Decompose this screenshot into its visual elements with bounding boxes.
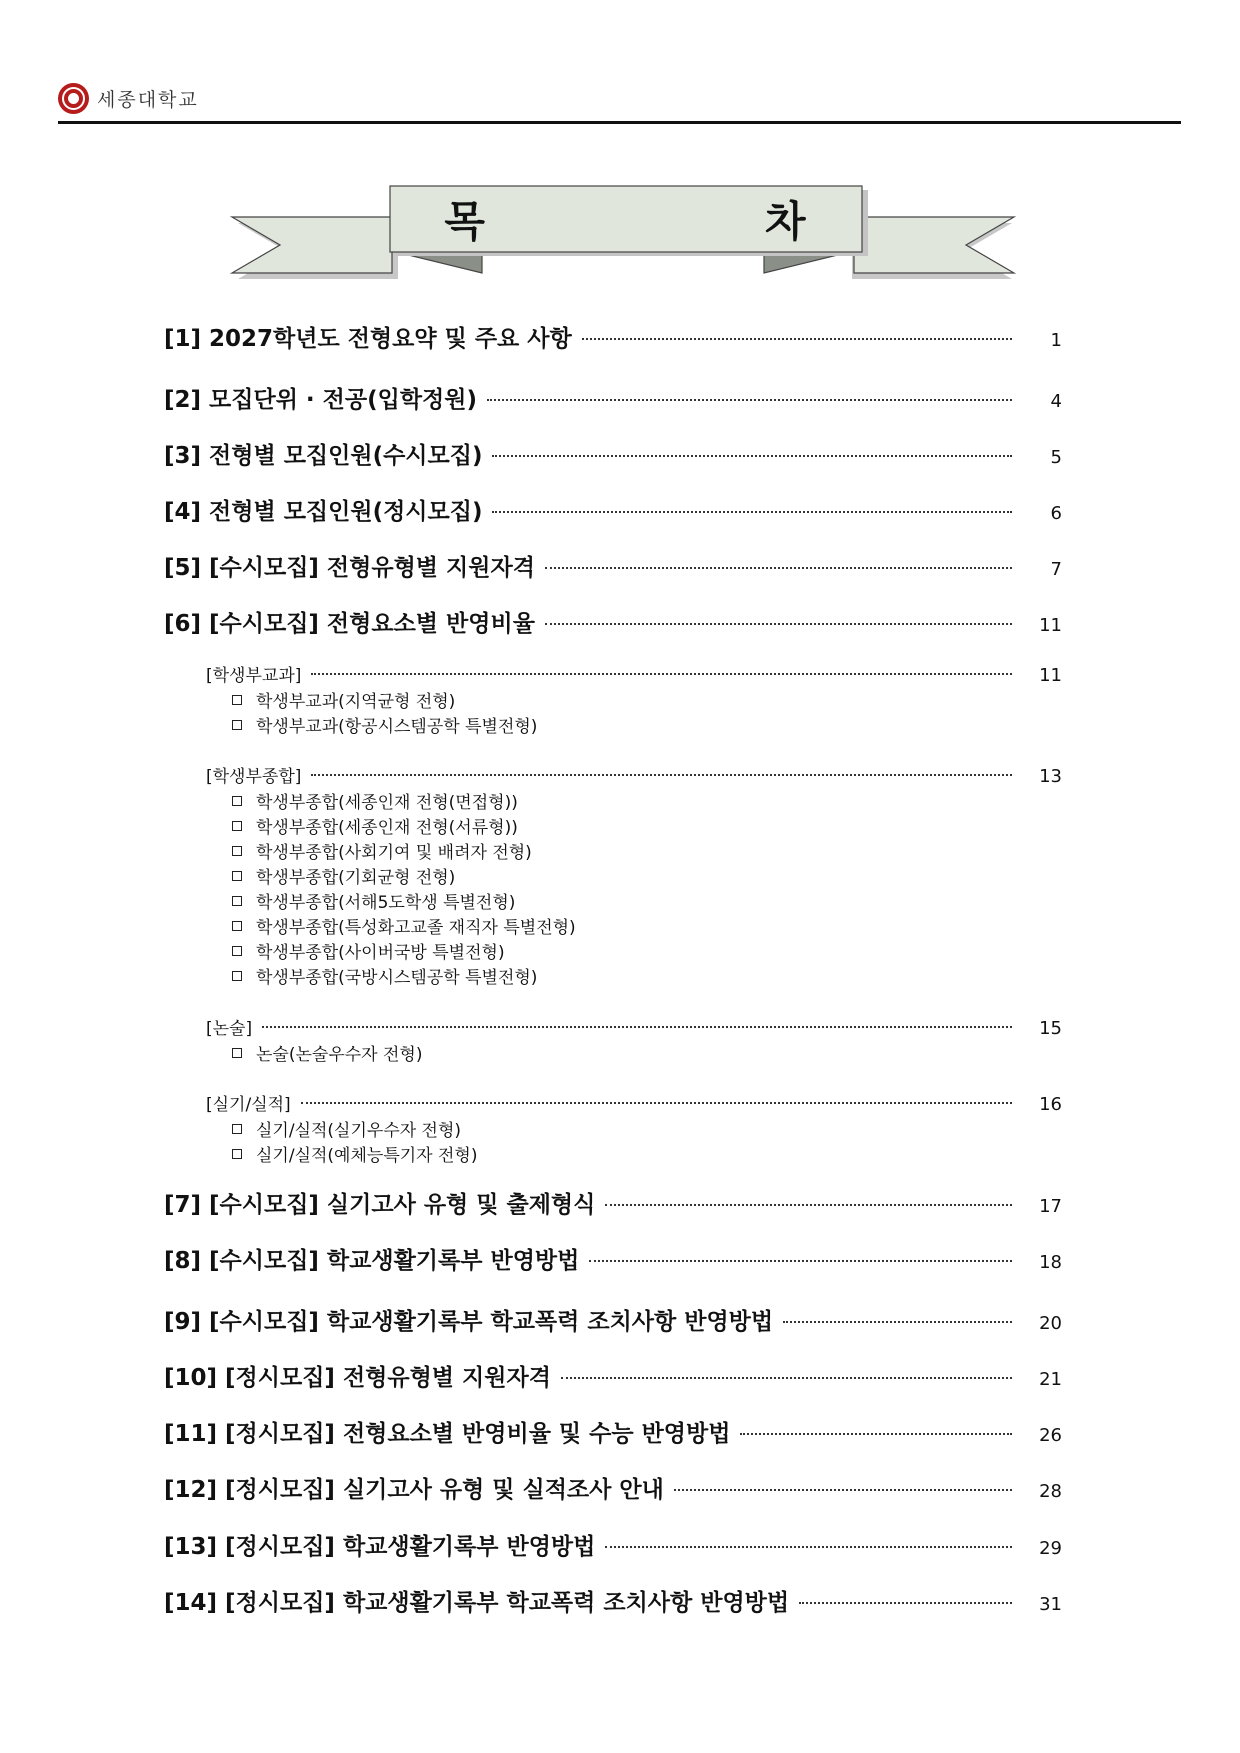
checkbox-bullet-icon [232, 695, 242, 705]
toc-entry-label: [4] 전형별 모집인원(정시모집) [164, 499, 483, 525]
title-char-1: 목 [444, 197, 625, 246]
list-item: 학생부종합(세종인재 전형(면접형)) [232, 788, 518, 813]
list-item: 학생부종합(기회균형 전형) [232, 863, 455, 888]
toc-page-number: 21 [1039, 1369, 1062, 1390]
toc-entry-5[interactable] [164, 549, 1062, 582]
dot-leader [301, 1102, 1012, 1104]
toc-entry-1[interactable] [164, 320, 1062, 353]
list-item: 학생부교과(항공시스템공학 특별전형) [232, 712, 537, 737]
dot-leader [311, 673, 1012, 675]
dot-leader [561, 1377, 1012, 1379]
toc-section-student-record-subjects[interactable] [206, 661, 1062, 686]
dot-leader [492, 455, 1012, 457]
toc-entry-label: [10] [정시모집] 전형유형별 지원자격 [164, 1365, 551, 1391]
toc-entry-14[interactable] [164, 1584, 1062, 1617]
title-char-2: 차 [765, 197, 946, 246]
dot-leader [262, 1026, 1012, 1028]
toc-section-label: [학생부종합] [206, 767, 302, 787]
toc-entry-6[interactable] [164, 605, 1062, 638]
dot-leader [783, 1321, 1012, 1323]
toc-entry-label: [2] 모집단위 · 전공(입학정원) [164, 387, 477, 413]
toc-entry-9[interactable] [164, 1303, 1062, 1336]
toc-page-number: 15 [1039, 1018, 1062, 1039]
checkbox-bullet-icon [232, 1124, 242, 1134]
list-item: 논술(논술우수자 전형) [232, 1040, 422, 1065]
toc-entry-label: [7] [수시모집] 실기고사 유형 및 출제형식 [164, 1192, 596, 1218]
dot-leader [311, 774, 1012, 776]
toc-page-number: 5 [1050, 447, 1062, 468]
list-item: 학생부교과(지역균형 전형) [232, 687, 455, 712]
toc-entry-label: [1] 2027학년도 전형요약 및 주요 사항 [164, 326, 572, 352]
checkbox-bullet-icon [232, 946, 242, 956]
list-item: 실기/실적(실기우수자 전형) [232, 1116, 461, 1141]
checkbox-bullet-icon [232, 971, 242, 981]
toc-entry-7[interactable] [164, 1186, 1062, 1219]
checkbox-bullet-icon [232, 921, 242, 931]
dot-leader [799, 1602, 1012, 1604]
toc-entry-12[interactable] [164, 1471, 1062, 1504]
toc-section-essay[interactable] [206, 1014, 1062, 1039]
university-name: 세종대학교 [97, 88, 199, 111]
list-item: 실기/실적(예체능특기자 전형) [232, 1141, 477, 1166]
toc-page-number: 18 [1039, 1252, 1062, 1273]
toc-entry-8[interactable] [164, 1242, 1062, 1275]
checkbox-bullet-icon [232, 720, 242, 730]
toc-page-number: 11 [1039, 665, 1062, 686]
list-item: 학생부종합(사회기여 및 배려자 전형) [232, 838, 532, 863]
toc-page-number: 17 [1039, 1196, 1062, 1217]
toc-section-label: [학생부교과] [206, 666, 302, 686]
toc-section-label: [논술] [206, 1019, 253, 1039]
page-title [390, 186, 946, 252]
dot-leader [605, 1204, 1012, 1206]
toc-page-number: 6 [1050, 503, 1062, 524]
toc-page-number: 31 [1039, 1594, 1062, 1615]
checkbox-bullet-icon [232, 846, 242, 856]
toc-entry-3[interactable] [164, 437, 1062, 470]
dot-leader [582, 338, 1012, 340]
toc-page-number: 28 [1039, 1481, 1062, 1502]
toc-section-practical[interactable] [206, 1090, 1062, 1115]
dot-leader [492, 511, 1012, 513]
list-item: 학생부종합(특성화고교졸 재직자 특별전형) [232, 913, 576, 938]
checkbox-bullet-icon [232, 1149, 242, 1159]
toc-page-number: 7 [1050, 559, 1062, 580]
toc-page-number: 16 [1039, 1094, 1062, 1115]
dot-leader [487, 399, 1012, 401]
page-header [58, 80, 199, 116]
dot-leader [545, 623, 1012, 625]
toc-page-number: 4 [1050, 391, 1062, 412]
university-seal-icon [58, 83, 89, 114]
toc-entry-2[interactable] [164, 381, 1062, 414]
list-item: 학생부종합(사이버국방 특별전형) [232, 938, 505, 963]
dot-leader [545, 567, 1012, 569]
toc-entry-label: [11] [정시모집] 전형요소별 반영비율 및 수능 반영방법 [164, 1421, 731, 1447]
toc-entry-13[interactable] [164, 1528, 1062, 1561]
checkbox-bullet-icon [232, 821, 242, 831]
toc-entry-10[interactable] [164, 1359, 1062, 1392]
toc-entry-label: [5] [수시모집] 전형유형별 지원자격 [164, 555, 535, 581]
checkbox-bullet-icon [232, 796, 242, 806]
list-item: 학생부종합(세종인재 전형(서류형)) [232, 813, 518, 838]
checkbox-bullet-icon [232, 1048, 242, 1058]
checkbox-bullet-icon [232, 871, 242, 881]
checkbox-bullet-icon [232, 896, 242, 906]
list-item: 학생부종합(국방시스템공학 특별전형) [232, 963, 537, 988]
dot-leader [740, 1433, 1012, 1435]
toc-page-number: 26 [1039, 1425, 1062, 1446]
toc-entry-11[interactable] [164, 1415, 1062, 1448]
toc-page-number: 13 [1039, 766, 1062, 787]
toc-entry-label: [13] [정시모집] 학교생활기록부 반영방법 [164, 1534, 596, 1560]
toc-entry-label: [14] [정시모집] 학교생활기록부 학교폭력 조치사항 반영방법 [164, 1590, 790, 1616]
toc-page-number: 20 [1039, 1313, 1062, 1334]
toc-entry-label: [6] [수시모집] 전형요소별 반영비율 [164, 611, 535, 637]
toc-page-number: 11 [1039, 615, 1062, 636]
dot-leader [674, 1489, 1012, 1491]
toc-entry-label: [9] [수시모집] 학교생활기록부 학교폭력 조치사항 반영방법 [164, 1309, 774, 1335]
list-item: 학생부종합(서해5도학생 특별전형) [232, 888, 515, 913]
toc-entry-label: [8] [수시모집] 학교생활기록부 반영방법 [164, 1248, 580, 1274]
toc-entry-label: [3] 전형별 모집인원(수시모집) [164, 443, 483, 469]
dot-leader [589, 1260, 1012, 1262]
toc-page-number: 29 [1039, 1538, 1062, 1559]
dot-leader [605, 1546, 1012, 1548]
toc-page-number: 1 [1050, 330, 1062, 351]
toc-entry-4[interactable] [164, 493, 1062, 526]
toc-entry-label: [12] [정시모집] 실기고사 유형 및 실적조사 안내 [164, 1477, 664, 1503]
toc-section-label: [실기/실적] [206, 1095, 291, 1115]
header-rule [58, 121, 1181, 124]
toc-section-student-record-comprehensive[interactable] [206, 762, 1062, 787]
